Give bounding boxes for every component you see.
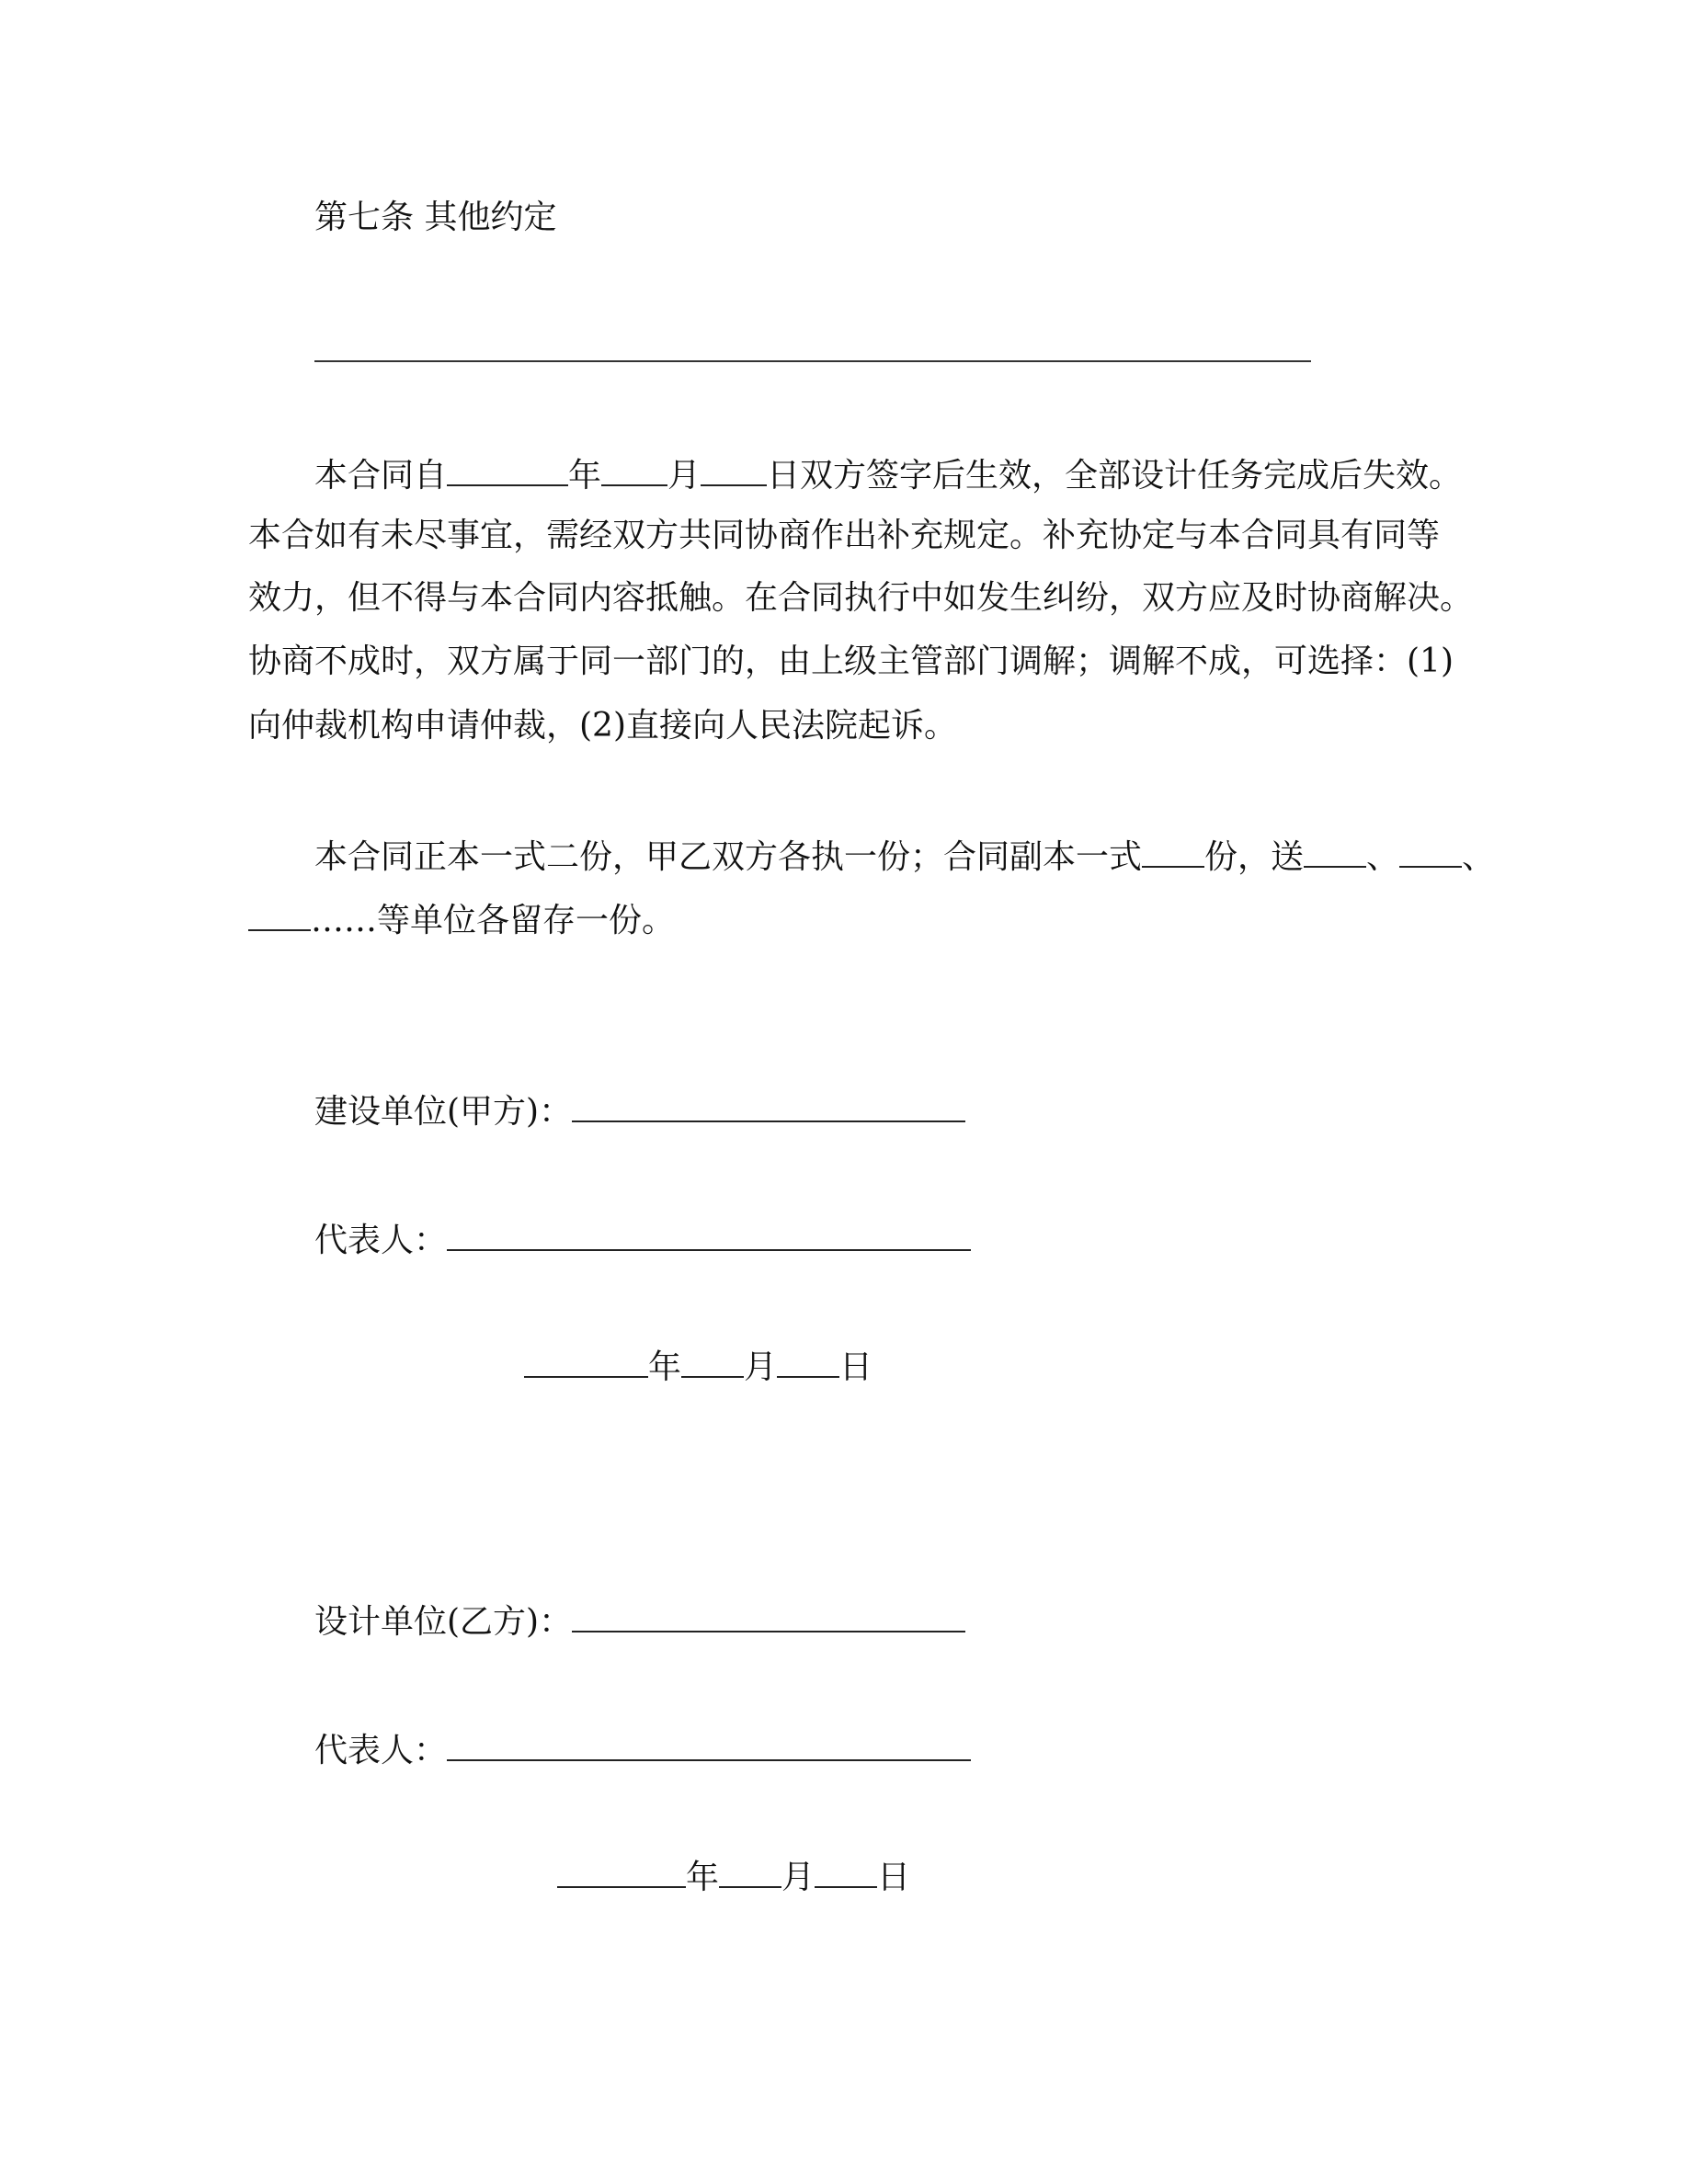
blank-day (815, 1855, 877, 1888)
text: 月 (667, 457, 701, 495)
rep-field (447, 1728, 971, 1761)
text-line: 效力，但不得与本合同内容抵触。在合同执行中如发生纠纷，双方应及时协商解决。 (248, 579, 1474, 617)
text: 本合同自 (314, 457, 448, 495)
blank-recipient (248, 898, 311, 931)
blank-recipient (1304, 835, 1366, 868)
text: 日 (839, 1348, 873, 1386)
rep-field (447, 1218, 971, 1251)
unit-field (572, 1599, 965, 1632)
text-line: 向仲裁机构申请仲裁，(2)直接向人民法院起诉。 (248, 707, 957, 745)
text: 月 (781, 1859, 815, 1896)
blank-year (447, 453, 568, 486)
section-heading: 第七条 其他约定 (314, 199, 557, 236)
text: 日双方签字后生效，全部设计任务完成后失效。 (767, 457, 1463, 495)
text: 本合同正本一式二份，甲乙双方各执一份；合同副本一式 (314, 838, 1143, 876)
unit-label: 设计单位(乙方)： (314, 1603, 573, 1641)
blank-copies (1142, 835, 1204, 868)
text: 年 (648, 1348, 682, 1386)
text: 、 (1366, 838, 1400, 876)
text: 月 (744, 1348, 778, 1386)
text-line: 本合如有未尽事宜，需经双方共同协商作出补充规定。补充协定与本合同具有同等 (248, 517, 1441, 554)
rep-label: 代表人： (314, 1732, 448, 1769)
unit-label: 建设单位(甲方)： (314, 1093, 573, 1131)
fill-in-line (314, 360, 1311, 362)
unit-field (572, 1089, 965, 1122)
text: 日 (877, 1859, 911, 1896)
text-line: 协商不成时，双方属于同一部门的，由上级主管部门调解；调解不成，可选择：(1) (248, 643, 1454, 680)
blank-year (557, 1855, 686, 1888)
blank-year (524, 1345, 648, 1378)
text: 份，送 (1204, 838, 1305, 876)
text: 年 (568, 457, 602, 495)
text: 、 (1462, 838, 1496, 876)
rep-label: 代表人： (314, 1222, 448, 1259)
blank-month (719, 1855, 781, 1888)
blank-day (777, 1345, 839, 1378)
text: ……等单位各留存一份。 (311, 902, 676, 939)
blank-month (681, 1345, 744, 1378)
text: 年 (686, 1859, 720, 1896)
blank-day (701, 453, 767, 486)
blank-month (601, 453, 667, 486)
blank-recipient (1399, 835, 1462, 868)
